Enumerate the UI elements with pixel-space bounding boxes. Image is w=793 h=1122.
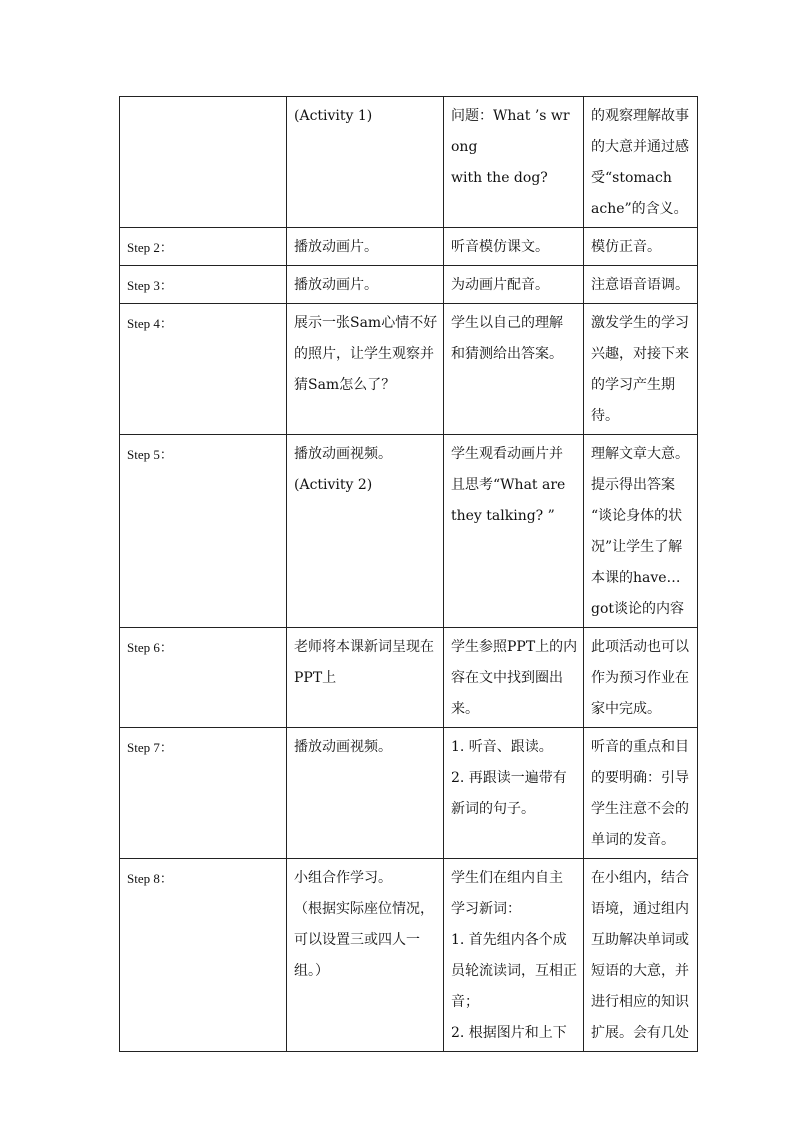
purpose-line: 激发学生的学习 xyxy=(591,315,689,331)
student-line: 学生以自己的理解 xyxy=(451,315,563,331)
purpose-line: 在小组内，结合 xyxy=(591,870,689,886)
purpose-line: “谈论身体的状 xyxy=(591,508,683,524)
student-line: 音； xyxy=(451,994,479,1010)
student-line: 和猜测给出答案。 xyxy=(451,346,563,362)
student-cell xyxy=(444,728,584,859)
activity-cell xyxy=(287,97,444,228)
table-row xyxy=(120,859,698,1052)
activity-line: (Activity 2) xyxy=(294,477,373,493)
purpose-line: 单词的发音。 xyxy=(591,832,675,848)
purpose-line: 受“stomach xyxy=(591,170,672,186)
purpose-line: 待。 xyxy=(591,408,619,424)
table-row xyxy=(120,304,698,435)
student-line: 2. 根据图片和上下 xyxy=(451,1025,567,1041)
step-cell: Step 3： xyxy=(120,266,287,304)
student-line: 2. 再跟读一遍带有 xyxy=(451,770,567,786)
activity-cell xyxy=(287,728,444,859)
student-line: they talking? ” xyxy=(451,508,555,524)
activity-line: 可以设置三或四人一 xyxy=(294,932,420,948)
student-cell xyxy=(444,304,584,435)
student-line: 学生们在组内自主 xyxy=(451,870,563,886)
step-cell: Step 2： xyxy=(120,228,287,266)
student-cell xyxy=(444,266,584,304)
purpose-line: 的大意并通过感 xyxy=(591,139,689,155)
student-line: 1. 听音、跟读。 xyxy=(451,739,553,755)
student-line: 容在文中找到圈出 xyxy=(451,670,563,686)
activity-line: (Activity 1) xyxy=(294,108,373,124)
purpose-line: 进行相应的知识 xyxy=(591,994,689,1010)
purpose-line: 本课的have… xyxy=(591,570,681,586)
purpose-line: 扩展。会有几处 xyxy=(591,1025,689,1041)
student-line: 听音模仿课文。 xyxy=(451,239,549,255)
student-line: 新词的句子。 xyxy=(451,801,535,817)
purpose-line: 的观察理解故事 xyxy=(591,108,689,124)
activity-line: 播放动画视频。 xyxy=(294,739,392,755)
purpose-line: 注意语音语调。 xyxy=(591,277,689,293)
activity-line: PPT上 xyxy=(294,670,337,686)
student-cell xyxy=(444,859,584,1052)
purpose-line: 听音的重点和目 xyxy=(591,739,689,755)
purpose-line: 提示得出答案 xyxy=(591,477,675,493)
purpose-line: 况”让学生了解 xyxy=(591,539,683,555)
student-line: 问题：What ’s wrong xyxy=(451,108,570,155)
purpose-line: ache”的含义。 xyxy=(591,201,688,217)
purpose-cell xyxy=(584,266,698,304)
purpose-cell xyxy=(584,228,698,266)
purpose-cell xyxy=(584,628,698,728)
step-cell xyxy=(120,97,287,228)
purpose-cell xyxy=(584,435,698,628)
student-line: 且思考“What are xyxy=(451,477,566,493)
table-row xyxy=(120,628,698,728)
step-cell: Step 6： xyxy=(120,628,287,728)
purpose-line: 作为预习作业在 xyxy=(591,670,689,686)
activity-cell xyxy=(287,304,444,435)
activity-line: 小组合作学习。 xyxy=(294,870,392,886)
purpose-line: got谈论的内容 xyxy=(591,601,685,617)
lesson-plan-table-body xyxy=(120,97,698,1052)
purpose-line: 兴趣，对接下来 xyxy=(591,346,689,362)
purpose-line: 学生注意不会的 xyxy=(591,801,689,817)
purpose-line: 模仿正音。 xyxy=(591,239,661,255)
activity-cell xyxy=(287,266,444,304)
step-cell: Step 8： xyxy=(120,859,287,1052)
activity-line: 播放动画片。 xyxy=(294,239,378,255)
table-row xyxy=(120,728,698,859)
student-line: 员轮流读词，互相正 xyxy=(451,963,577,979)
purpose-line: 互助解决单词或 xyxy=(591,932,689,948)
student-line: 为动画片配音。 xyxy=(451,277,549,293)
student-line: 学生参照PPT上的内 xyxy=(451,639,578,655)
table-row xyxy=(120,435,698,628)
activity-cell xyxy=(287,228,444,266)
activity-line: 的照片，让学生观察并 xyxy=(294,346,434,362)
activity-line: 播放动画视频。 xyxy=(294,446,392,462)
activity-line: 组。） xyxy=(294,963,329,979)
purpose-cell xyxy=(584,728,698,859)
activity-cell xyxy=(287,859,444,1052)
student-cell xyxy=(444,228,584,266)
step-cell: Step 7： xyxy=(120,728,287,859)
student-cell xyxy=(444,435,584,628)
student-line: with the dog? xyxy=(451,170,548,186)
purpose-cell xyxy=(584,97,698,228)
purpose-cell xyxy=(584,304,698,435)
student-line: 学习新词： xyxy=(451,901,521,917)
step-cell: Step 5： xyxy=(120,435,287,628)
student-line: 1. 首先组内各个成 xyxy=(451,932,567,948)
table-row xyxy=(120,228,698,266)
activity-line: 展示一张Sam心情不好 xyxy=(294,315,438,331)
student-cell xyxy=(444,97,584,228)
activity-line: 猜Sam怎么了？ xyxy=(294,377,396,393)
purpose-line: 家中完成。 xyxy=(591,701,661,717)
student-line: 来。 xyxy=(451,701,479,717)
activity-cell xyxy=(287,628,444,728)
step-cell: Step 4： xyxy=(120,304,287,435)
activity-line: （根据实际座位情况， xyxy=(294,901,434,917)
activity-line: 老师将本课新词呈现在 xyxy=(294,639,434,655)
purpose-cell xyxy=(584,859,698,1052)
student-line: 学生观看动画片并 xyxy=(451,446,563,462)
activity-line: 播放动画片。 xyxy=(294,277,378,293)
student-cell xyxy=(444,628,584,728)
purpose-line: 语境，通过组内 xyxy=(591,901,689,917)
table-row xyxy=(120,266,698,304)
table-row xyxy=(120,97,698,228)
purpose-line: 短语的大意，并 xyxy=(591,963,689,979)
purpose-line: 理解文章大意。 xyxy=(591,446,689,462)
lesson-plan-table xyxy=(119,96,698,1052)
activity-cell xyxy=(287,435,444,628)
purpose-line: 的学习产生期 xyxy=(591,377,675,393)
purpose-line: 的要明确：引导 xyxy=(591,770,689,786)
purpose-line: 此项活动也可以 xyxy=(591,639,689,655)
